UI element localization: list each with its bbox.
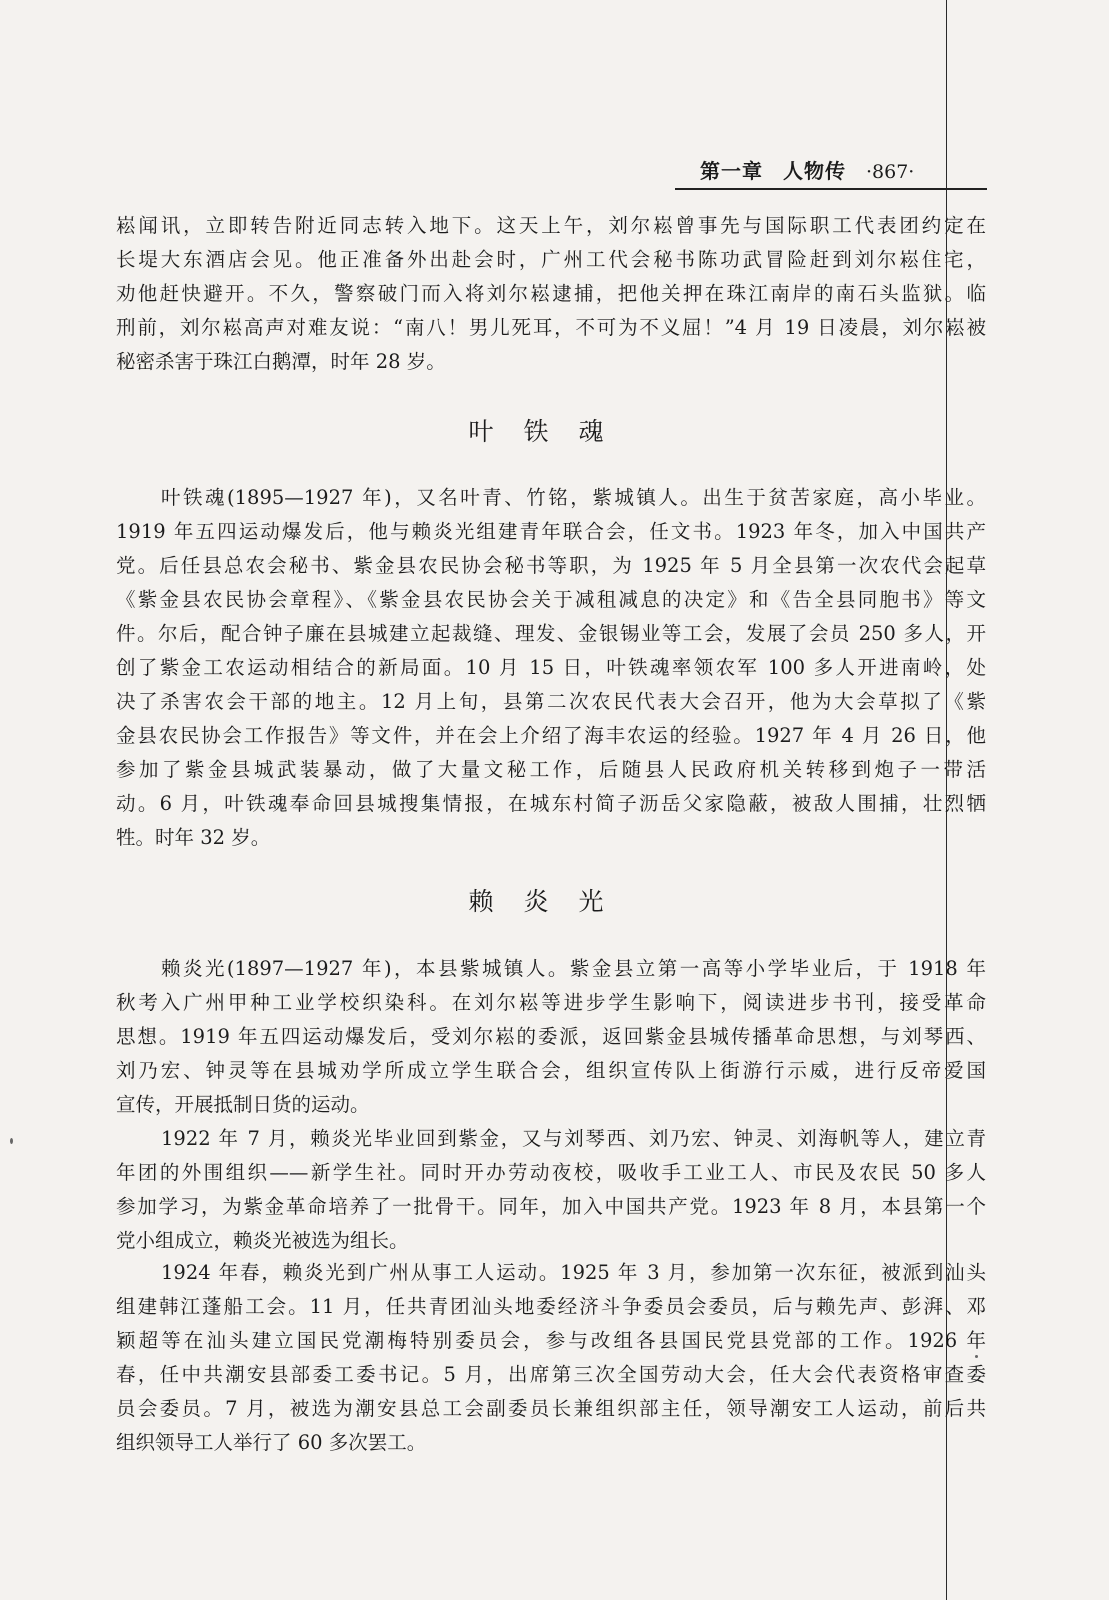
text-line: 组建韩江蓬船工会。11 月，任共青团汕头地委经济斗争委员会委员，后与赖先声、彭湃、邓 bbox=[116, 1295, 986, 1318]
text-line: 创了紫金工农运动相结合的新局面。10 月 15 日，叶铁魂率领农军 100 多人开进南岭，处 bbox=[116, 656, 986, 679]
text-line: 刘乃宏、钟灵等在县城劝学所成立学生联合会，组织宣传队上街游行示威，进行反帝爱国 bbox=[116, 1059, 986, 1082]
biography-lai-yanguang-paragraph-2 bbox=[116, 1122, 986, 1258]
text-line: 决了杀害农会干部的地主。12 月上旬，县第二次农民代表大会召开，他为大会草拟了《紫 bbox=[116, 690, 986, 713]
text-line: 长堤大东酒店会见。他正准备外出赴会时，广州工代会秘书陈功武冒险赶到刘尔崧住宅， bbox=[116, 248, 986, 271]
continued-paragraph bbox=[116, 209, 986, 379]
text-line: 春，任中共潮安县部委工委书记。5 月，出席第三次全国劳动大会，任大会代表资格审查委 bbox=[116, 1363, 986, 1386]
text-line: 1924 年春，赖炎光到广州从事工人运动。1925 年 3 月，参加第一次东征，被派到汕头 bbox=[161, 1261, 986, 1284]
text-line: 宣传，开展抵制日货的运动。 bbox=[116, 1093, 370, 1116]
biography-lai-yanguang-paragraph-3 bbox=[116, 1256, 986, 1460]
chapter-number: 第一章 bbox=[700, 159, 763, 183]
text-line: 叶铁魂(1895—1927 年)，又名叶青、竹铭，紫城镇人。出生于贫苦家庭，高小毕业。 bbox=[161, 486, 986, 509]
text-line: 件。尔后，配合钟子廉在县城建立起裁缝、理发、金银锡业等工会，发展了会员 250 多人，开 bbox=[116, 622, 986, 645]
text-line: 牲。时年 32 岁。 bbox=[116, 826, 271, 849]
text-line: 《紫金县农民协会章程》、《紫金县农民协会关于减租减息的决定》和《告全县同胞书》等文 bbox=[116, 588, 986, 611]
text-line: 刑前，刘尔崧高声对难友说：“南八！男儿死耳，不可为不义屈！”4 月 19 日凌晨，刘尔崧被 bbox=[116, 316, 986, 339]
text-line: 动。6 月，叶铁魂奉命回县城搜集情报，在城东村简子沥岳父家隐蔽，被敌人围捕，壮烈牺 bbox=[116, 792, 986, 815]
text-line: 思想。1919 年五四运动爆发后，受刘尔崧的委派，返回紫金县城传播革命思想，与刘琴西、 bbox=[116, 1025, 986, 1048]
header-rule bbox=[675, 188, 987, 190]
biography-heading-ye-tiehun: 叶铁魂 bbox=[468, 417, 634, 446]
text-line: 劝他赶快避开。不久，警察破门而入将刘尔崧逮捕，把他关押在珠江南岸的南石头监狱。临 bbox=[116, 282, 986, 305]
chapter-title: 人物传 bbox=[783, 159, 846, 183]
scan-speck bbox=[975, 1355, 978, 1358]
text-line: 员会委员。7 月，被选为潮安县总工会副委员长兼组织部主任，领导潮安工人运动，前后共 bbox=[116, 1397, 986, 1420]
scan-speck bbox=[10, 1138, 13, 1144]
text-line: 崧闻讯，立即转告附近同志转入地下。这天上午，刘尔崧曾事先与国际职工代表团约定在 bbox=[116, 214, 986, 237]
text-line: 参加学习，为紫金革命培养了一批骨干。同年，加入中国共产党。1923 年 8 月，本县第一个 bbox=[116, 1195, 986, 1218]
text-line: 参加了紫金县城武装暴动，做了大量文秘工作，后随县人民政府机关转移到炮子一带活 bbox=[116, 758, 986, 781]
biography-lai-yanguang-paragraph-1 bbox=[116, 952, 986, 1122]
biography-ye-tiehun bbox=[116, 481, 986, 855]
text-line: 秘密杀害于珠江白鹅潭，时年 28 岁。 bbox=[116, 350, 446, 373]
running-head bbox=[700, 155, 980, 184]
biography-heading-lai-yanguang: 赖炎光 bbox=[468, 887, 634, 916]
text-line: 金县农民协会工作报告》等文件，并在会上介绍了海丰农运的经验。1927 年 4 月 26 日，他 bbox=[116, 724, 986, 747]
text-line: 秋考入广州甲种工业学校织染科。在刘尔崧等进步学生影响下，阅读进步书刊，接受革命 bbox=[116, 991, 986, 1014]
text-line: 年团的外围组织——新学生社。同时开办劳动夜校，吸收手工业工人、市民及农民 50 多人 bbox=[116, 1161, 986, 1184]
page-number: ·867· bbox=[866, 161, 915, 183]
text-line: 党。后任县总农会秘书、紫金县农民协会秘书等职，为 1925 年 5 月全县第一次农代会起草 bbox=[116, 554, 986, 577]
text-line: 1919 年五四运动爆发后，他与赖炎光组建青年联合会，任文书。1923 年冬，加入中国共产 bbox=[116, 520, 986, 543]
text-line: 赖炎光(1897—1927 年)，本县紫城镇人。紫金县立第一高等小学毕业后，于 1918 年 bbox=[161, 957, 986, 980]
text-line: 颖超等在汕头建立国民党潮梅特别委员会，参与改组各县国民党县党部的工作。1926 年 bbox=[116, 1329, 986, 1352]
text-line: 1922 年 7 月，赖炎光毕业回到紫金，又与刘琴西、刘乃宏、钟灵、刘海帆等人，建立青 bbox=[161, 1127, 986, 1150]
text-line: 组织领导工人举行了 60 多次罢工。 bbox=[116, 1431, 427, 1454]
text-line: 党小组成立，赖炎光被选为组长。 bbox=[116, 1229, 409, 1252]
